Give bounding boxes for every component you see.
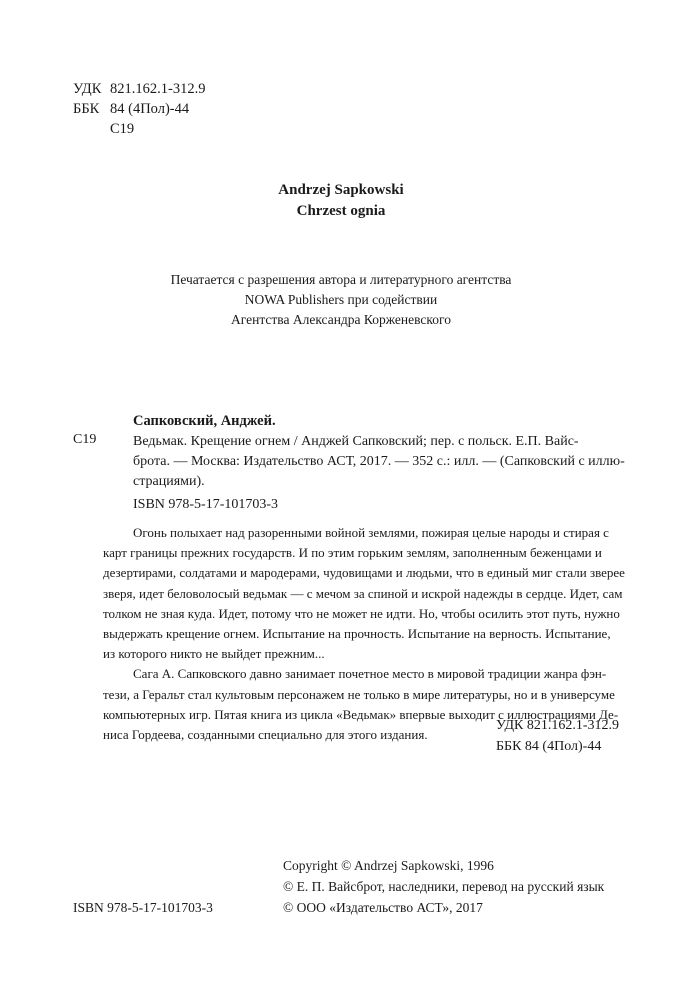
bib-author-heading: Сапковский, Анджей. bbox=[133, 413, 276, 429]
annotation bbox=[103, 523, 623, 745]
bbk-label: ББК bbox=[73, 101, 100, 117]
udk-code: УДК 821.162.1-312.9 bbox=[496, 718, 620, 733]
annotation-line: Сага А. Сапковского давно занимает почетное место в мировой традиции жанра фэн- bbox=[133, 666, 607, 682]
copyright-block bbox=[283, 855, 604, 918]
footer-isbn: ISBN 978-5-17-101703-3 bbox=[73, 900, 213, 915]
permission-line: Печатается с разрешения автора и литературного агентства bbox=[170, 272, 512, 287]
annotation-line: ниса Гордеева, созданными специально для этого издания. bbox=[103, 727, 428, 743]
annotation-line: дезертирами, солдатами и мародерами, чудовищами и людьми, что в единый миг стали зверее bbox=[103, 565, 625, 581]
bbk-code: ББК 84 (4Пол)-44 bbox=[496, 739, 602, 754]
bib-isbn: ISBN 978-5-17-101703-3 bbox=[133, 497, 279, 512]
copyright-line: © ООО «Издательство АСТ», 2017 bbox=[283, 900, 483, 915]
permission-notice bbox=[0, 270, 682, 330]
annotation-line: из которого никто не выйдет прежним... bbox=[103, 646, 325, 662]
annotation-line: компьютерных игр. Пятая книга из цикла «Ведьмак» впервые выходит с иллюстрациями Де- bbox=[103, 706, 619, 722]
annotation-line: толком не зная куда. Идет, потому что не может не идти. Но, чтобы осилить этот путь, нужно bbox=[103, 605, 620, 621]
annotation-line: Огонь полыхает над разоренными войной землями, пожирая целые народы и стирая с bbox=[133, 525, 609, 540]
copyright-line: Copyright © Andrzej Sapkowski, 1996 bbox=[283, 858, 494, 873]
bbk-row bbox=[73, 99, 205, 119]
permission-line: NOWA Publishers при содействии bbox=[244, 292, 438, 307]
original-title: Chrzest ognia bbox=[296, 203, 386, 219]
bib-description bbox=[133, 432, 625, 492]
annotation-line: карт границы прежних государств. И по этим горьким землям, заполненным беженцами и bbox=[103, 545, 602, 561]
classification-codes bbox=[496, 715, 619, 757]
udk-value: 821.162.1-312.9 bbox=[110, 81, 206, 97]
bib-line: страциями). bbox=[133, 474, 205, 489]
bib-line: брота. — Москва: Издательство АСТ, 2017. — 352 с.: илл. — (Сапковский с иллю- bbox=[133, 454, 625, 469]
udk-label: УДК bbox=[73, 81, 102, 97]
original-author: Andrzej Sapkowski bbox=[278, 182, 404, 198]
author-mark: С19 bbox=[110, 121, 135, 137]
annotation-line: тези, а Геральт стал культовым персонажем не только в мире литературы, но и в универсуме bbox=[103, 686, 615, 702]
classification-block bbox=[73, 79, 205, 139]
bbk-value: 84 (4Пол)-44 bbox=[110, 101, 190, 117]
annotation-line: выдержать крещение огнем. Испытание на прочность. Испытание на верность. Испытание, bbox=[103, 626, 611, 642]
annotation-line: зверя, идет беловолосый ведьмак — с мечом за спиной и искрой надежды в сердце. Идет, сам bbox=[103, 585, 623, 601]
udk-row bbox=[73, 79, 205, 99]
permission-line: Агентства Александра Корженевского bbox=[231, 312, 451, 327]
bib-line: Ведьмак. Крещение огнем / Анджей Сапковский; пер. с польск. Е.П. Вайс- bbox=[133, 434, 579, 449]
bib-author-mark: С19 bbox=[73, 432, 97, 447]
original-title-block bbox=[0, 180, 682, 222]
copyright-line: © Е. П. Вайсброт, наследники, перевод на русский язык bbox=[283, 879, 605, 894]
